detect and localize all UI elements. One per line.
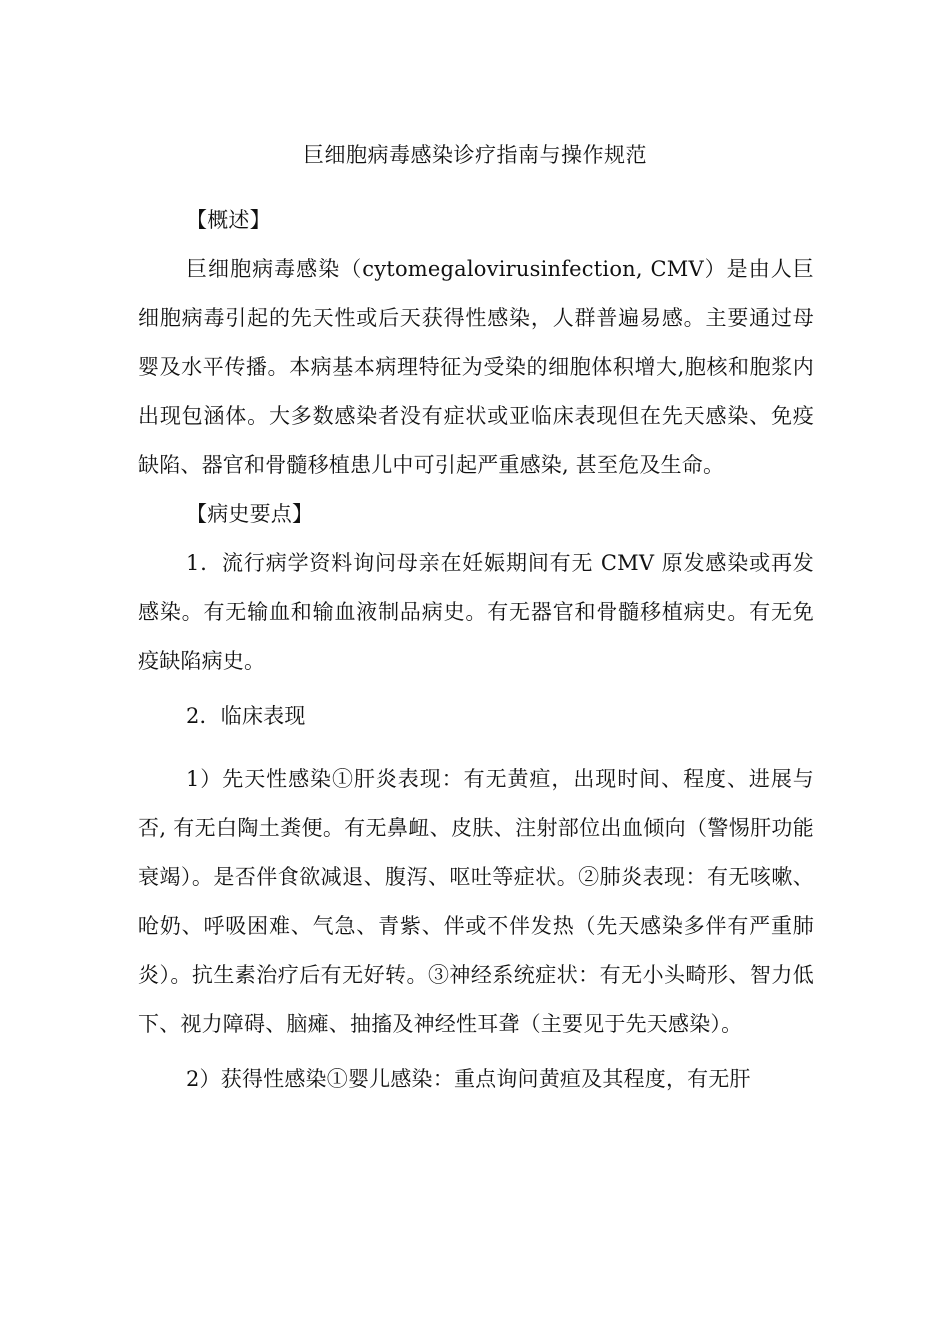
history-heading: 【病史要点】 <box>186 502 314 526</box>
overview-heading: 【概述】 <box>186 208 271 232</box>
history-item-2: 2．临床表现 <box>186 704 306 728</box>
history-item-2-1: 1）先天性感染①肝炎表现：有无黄疸，出现时间、程度、进展与否, 有无白陶土粪便。有无鼻衄、皮肤、注射部位出血倾向（警惕肝功能衰竭）。是否伴食欲减退、腹泻、呕吐等症状。②肺炎表现：有无咳嗽、呛奶、呼吸困难、气急、青紫、伴或不伴发热（先天感染多伴有严重肺炎）。抗生素治疗后有无好转。③神经系统症状：有无小头畸形、智力低下、视力障碍、脑瘫、抽搐及神经性耳聋（主要见于先天感染）。 <box>138 767 814 1036</box>
document-title: 巨细胞病毒感染诊疗指南与操作规范 <box>303 143 647 167</box>
overview-paragraph: 巨细胞病毒感染（cytomegalovirusinfection, CMV）是由人巨细胞病毒引起的先天性或后天获得性感染，人群普遍易感。主要通过母婴及水平传播。本病基本病理特征为受染的细胞体积增大,胞核和胞浆内出现包涵体。大多数感染者没有症状或亚临床表现但在先天感染、免疫缺陷、器官和骨髓移植患儿中可引起严重感染, 甚至危及生命。 <box>138 257 814 477</box>
history-item-1: 1．流行病学资料询问母亲在妊娠期间有无 CMV 原发感染或再发感染。有无输血和输血液制品病史。有无器官和骨髓移植病史。有无免疫缺陷病史。 <box>138 551 814 673</box>
history-item-2-2: 2）获得性感染①婴儿感染：重点询问黄疸及其程度，有无肝 <box>186 1067 751 1091</box>
document-body <box>138 196 814 1104</box>
